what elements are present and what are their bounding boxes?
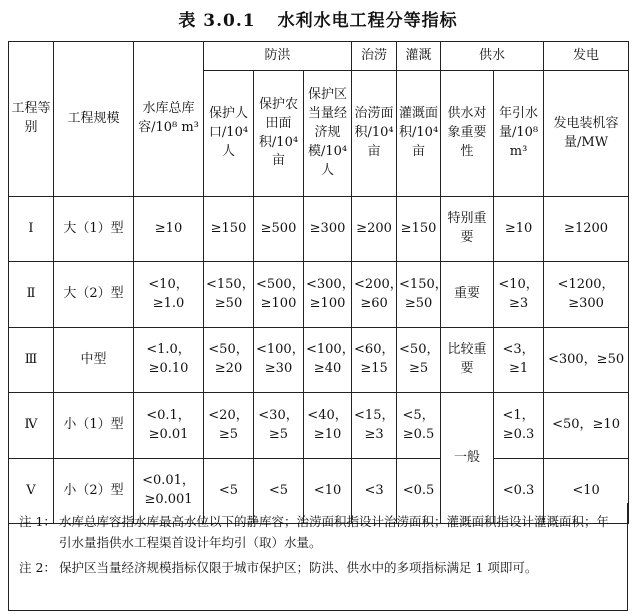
grading-table [8,41,629,524]
cell-supply-obj: 比较重要 [441,328,494,393]
cell-power: <50，≥10 [544,393,629,459]
cell-reservoir: <10，≥1.0 [134,262,204,328]
cell-scale: 大（2）型 [54,262,134,328]
cell-irr: ≥150 [397,197,441,262]
note-label: 注 2： [19,559,56,575]
header-power-group: 发电 [544,42,629,71]
cell-econ: <10 [304,459,352,524]
cell-farm: <100，≥30 [254,328,304,393]
header-flood-pop: 保护人口/10⁴ 人 [204,71,254,197]
header-irr: 灌溉面积/10⁴ 亩 [397,71,441,197]
cell-supply-vol: <0.3 [494,459,544,524]
cell-drain: <200，≥60 [352,262,397,328]
cell-power: <300，≥50 [544,328,629,393]
cell-pop: <150，≥50 [204,262,254,328]
cell-supply-vol: <1，≥0.3 [494,393,544,459]
cell-econ: <40，≥10 [304,393,352,459]
cell-grade: Ⅱ [9,262,54,328]
cell-supply-vol: ≥10 [494,197,544,262]
header-drain-group: 治涝 [352,42,397,71]
note-text: 保护区当量经济规模指标仅限于城市保护区；防洪、供水中的多项指标满足 1 项即可。 [59,559,538,575]
table-row [9,197,629,262]
cell-irr: <5，≥0.5 [397,393,441,459]
cell-farm: ≥500 [254,197,304,262]
cell-econ: <300，≥100 [304,262,352,328]
cell-pop: <50，≥20 [204,328,254,393]
cell-reservoir: ≥10 [134,197,204,262]
header-power: 发电装机容量/MW [544,71,629,197]
header-flood-econ: 保护区当量经济规模/10⁴ 人 [304,71,352,197]
header-irr-group: 灌溉 [397,42,441,71]
note-2 [19,557,617,578]
header-supply: 供水 [441,42,544,71]
header-flood: 防洪 [204,42,352,71]
notes-box [8,503,628,611]
cell-farm: <30，≥5 [254,393,304,459]
cell-pop: <20，≥5 [204,393,254,459]
header-reservoir: 水库总库容/10⁸ m³ [134,42,204,197]
cell-power: ≥1200 [544,197,629,262]
cell-scale: 小（2）型 [54,459,134,524]
table-row [9,262,629,328]
cell-grade: Ⅳ [9,393,54,459]
cell-drain: <3 [352,459,397,524]
header-drain: 治涝面积/10⁴ 亩 [352,71,397,197]
table-number: 表 3.0.1 [178,11,256,31]
cell-irr: <50，≥5 [397,328,441,393]
cell-drain: <60，≥15 [352,328,397,393]
cell-scale: 小（1）型 [54,393,134,459]
header-scale: 工程规模 [54,42,134,197]
cell-supply-vol: <3，≥1 [494,328,544,393]
note-1 [19,511,617,554]
note-label: 注 1： [19,514,56,529]
table-title-text: 水利水电工程分等指标 [277,11,458,31]
cell-pop: <5 [204,459,254,524]
cell-drain: ≥200 [352,197,397,262]
cell-scale: 大（1）型 [54,197,134,262]
cell-scale: 中型 [54,328,134,393]
cell-irr: <150，≥50 [397,262,441,328]
cell-drain: <15，≥3 [352,393,397,459]
header-grade: 工程等别 [9,42,54,197]
cell-irr: <0.5 [397,459,441,524]
cell-econ: ≥300 [304,197,352,262]
header-supply-obj: 供水对象重要性 [441,71,494,197]
cell-econ: <100，≥40 [304,328,352,393]
cell-supply-vol: <10，≥3 [494,262,544,328]
cell-farm: <500，≥100 [254,262,304,328]
header-row-1 [9,42,629,71]
cell-grade: Ⅰ [9,197,54,262]
cell-supply-obj-merged: 一般 [441,393,494,524]
cell-power: <10 [544,459,629,524]
table-row [9,393,629,459]
note-text: 水库总库容指水库最高水位以下的静库容；治涝面积指设计治涝面积；灌溉面积指设计灌溉面积；年引水量指供水工程渠首设计年均引（取）水量。 [59,514,610,551]
cell-reservoir: <0.1，≥0.01 [134,393,204,459]
cell-supply-obj: 重要 [441,262,494,328]
header-supply-vol: 年引水量/10⁸ m³ [494,71,544,197]
table-row [9,328,629,393]
cell-pop: ≥150 [204,197,254,262]
cell-grade: Ⅲ [9,328,54,393]
cell-reservoir: <1.0，≥0.10 [134,328,204,393]
header-flood-farm: 保护农田面积/10⁴ 亩 [254,71,304,197]
cell-power: <1200，≥300 [544,262,629,328]
table-title [0,6,636,31]
cell-farm: <5 [254,459,304,524]
cell-grade: Ⅴ [9,459,54,524]
cell-supply-obj: 特别重要 [441,197,494,262]
cell-reservoir: <0.01，≥0.001 [134,459,204,524]
